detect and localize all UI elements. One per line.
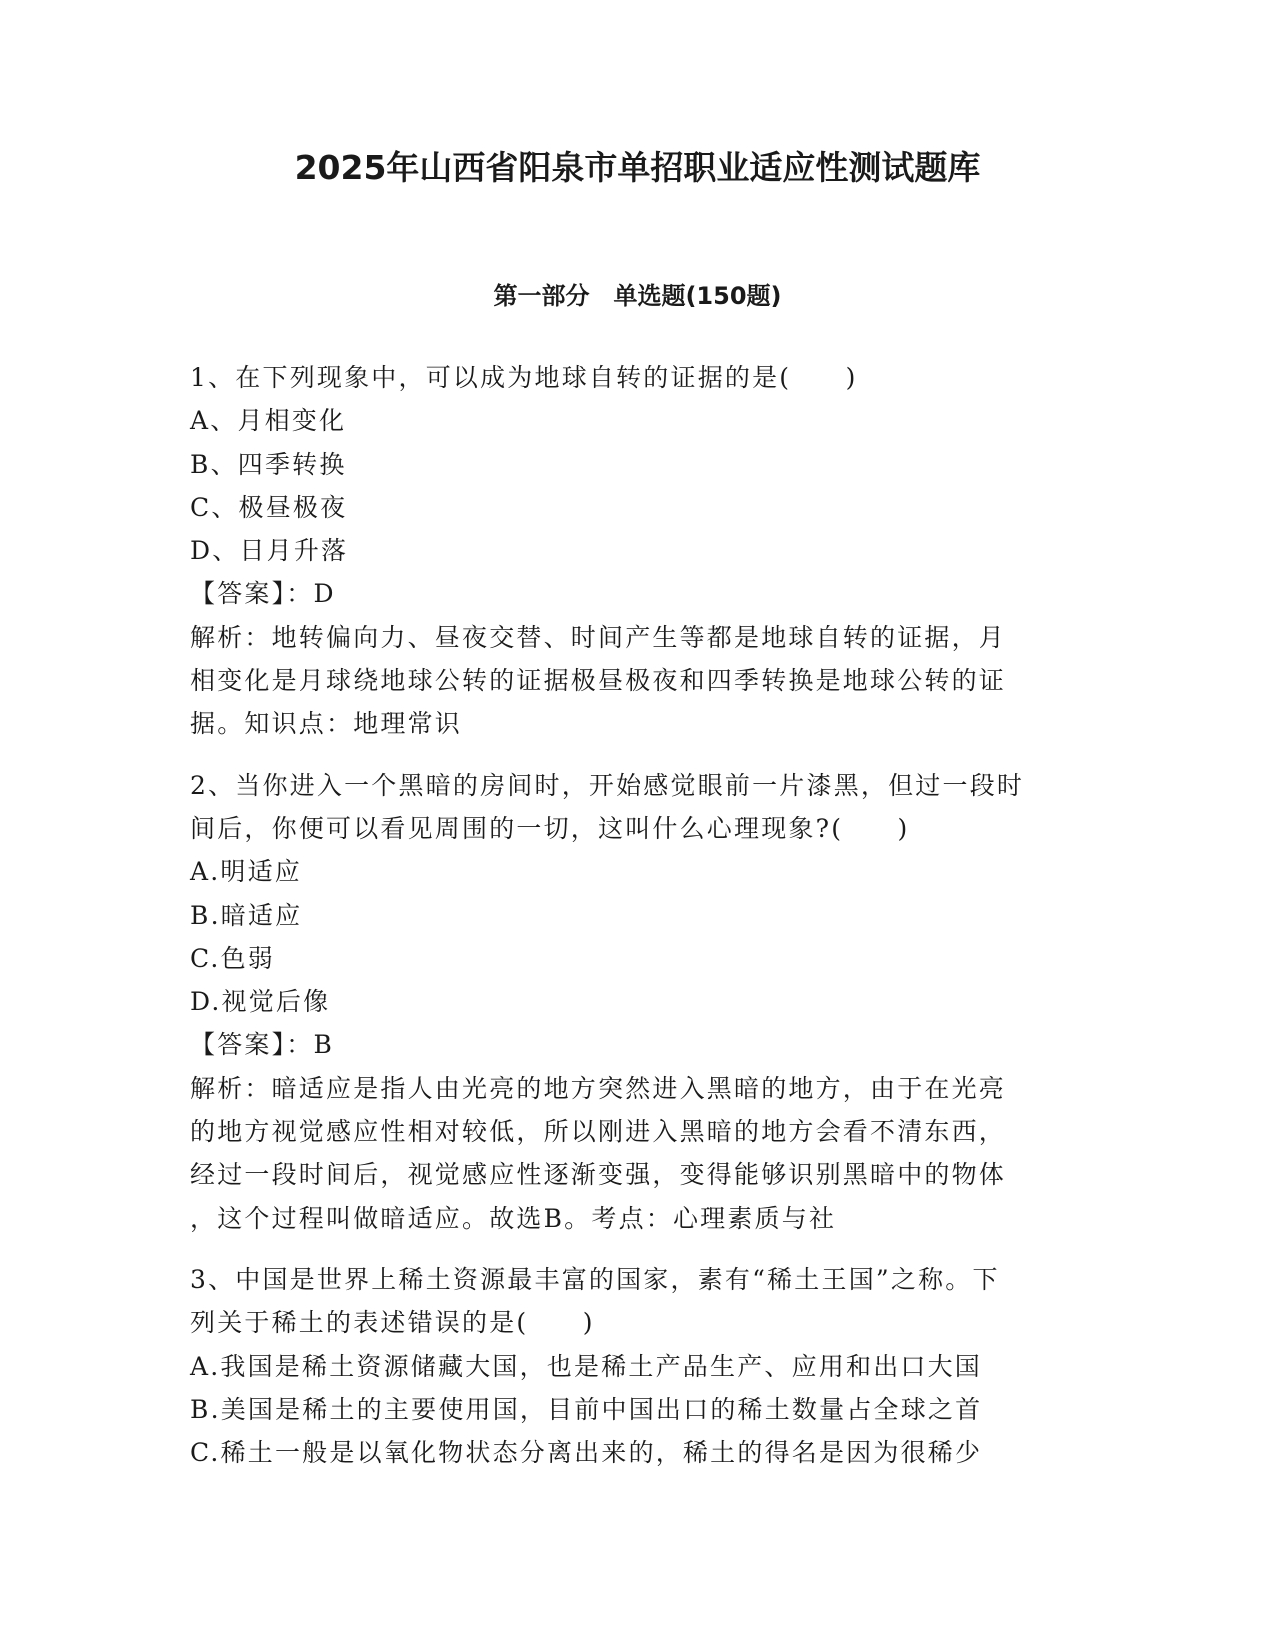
analysis-line: 解析：地转偏向力、昼夜交替、时间产生等都是地球自转的证据，月 xyxy=(190,622,1007,652)
option-b: B.暗适应 xyxy=(190,900,303,930)
option-a: A.明适应 xyxy=(190,857,303,887)
analysis-line: 经过一段时间后，视觉感应性逐渐变强，变得能够识别黑暗中的物体 xyxy=(190,1160,1007,1190)
option-b: B.美国是稀土的主要使用国，目前中国出口的稀土数量占全球之首 xyxy=(190,1394,983,1424)
question-list xyxy=(190,356,1090,1492)
analysis-line: 的地方视觉感应性相对较低，所以刚进入黑暗的地方会看不清东西， xyxy=(190,1117,1007,1147)
option-b: B、四季转换 xyxy=(190,449,347,479)
question-item xyxy=(190,764,1090,1240)
option-c: C.稀土一般是以氧化物状态分离出来的，稀土的得名是因为很稀少 xyxy=(190,1438,983,1468)
answer-line: 【答案】：D xyxy=(190,579,336,609)
section-title: 第一部分 单选题(150题) xyxy=(493,282,782,310)
question-item xyxy=(190,356,1090,746)
question-stem: 列关于稀土的表述错误的是( ) xyxy=(190,1308,595,1338)
question-stem: 间后，你便可以看见周围的一切，这叫什么心理现象?( ) xyxy=(190,813,910,843)
document-title: 2025年山西省阳泉市单招职业适应性测试题库 xyxy=(294,148,981,187)
analysis-line: 相变化是月球绕地球公转的证据极昼极夜和四季转换是地球公转的证 xyxy=(190,666,1007,696)
question-stem: 2、当你进入一个黑暗的房间时，开始感觉眼前一片漆黑，但过一段时 xyxy=(190,770,1025,800)
question-stem: 1、在下列现象中，可以成为地球自转的证据的是( ) xyxy=(190,363,858,392)
option-c: C.色弱 xyxy=(190,943,275,973)
answer-line: 【答案】：B xyxy=(190,1030,335,1060)
analysis-line: ，这个过程叫做暗适应。故选B。考点：心理素质与社 xyxy=(190,1203,837,1233)
question-stem: 3、中国是世界上稀土资源最丰富的国家，素有“稀土王国”之称。下 xyxy=(190,1264,1000,1294)
option-a: A、月相变化 xyxy=(190,406,347,436)
question-item xyxy=(190,1258,1090,1474)
analysis-line: 解析：暗适应是指人由光亮的地方突然进入黑暗的地方，由于在光亮 xyxy=(190,1073,1007,1103)
option-d: D.视觉后像 xyxy=(190,987,331,1017)
analysis-line: 据。知识点：地理常识 xyxy=(190,709,463,739)
option-a: A.我国是稀土资源储藏大国，也是稀土产品生产、应用和出口大国 xyxy=(190,1351,983,1381)
option-c: C、极昼极夜 xyxy=(190,492,348,522)
option-d: D、日月升落 xyxy=(190,536,349,566)
